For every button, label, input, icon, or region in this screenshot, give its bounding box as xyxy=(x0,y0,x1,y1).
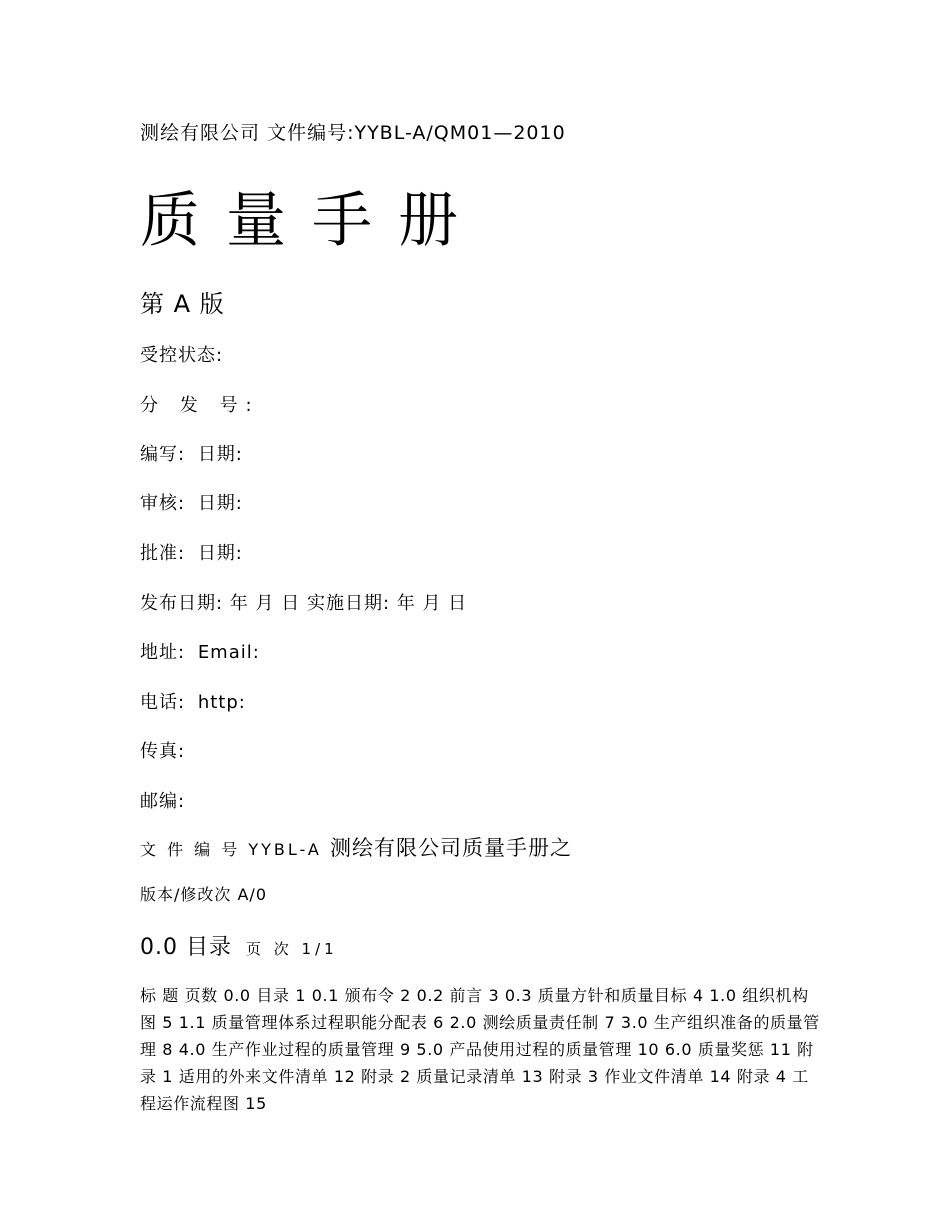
document-number-line xyxy=(140,832,572,862)
file-number: YYBL-A/QM01—2010 xyxy=(354,122,566,144)
postcode-field xyxy=(140,787,185,813)
phone-field xyxy=(140,688,246,714)
address-field xyxy=(140,638,260,664)
fax-field xyxy=(140,737,185,763)
edition-label: 第 A 版 xyxy=(140,290,225,318)
toc-body: 标 题 页数 0.0 目录 1 0.1 颁布令 2 0.2 前言 3 0.3 质量方针和质量目标 4 1.0 组织机构图 5 1.1 质量管理体系过程职能分配表 6 2.0 测绘质量责任制 7 3.0 生产组织准备的质量管理 8 4.0 生产作业过程的质量管理 9 5.0 产品使用过程的质量管理 10 6.0 质量奖惩 11 附录 1 适用的外来文件清单 12 附录 2 质量记录清单 13 附录 3 作业文件清单 14 附录 4 工程运作流程图 15 xyxy=(140,986,820,1113)
file-number-label: 文件编号: xyxy=(267,122,355,144)
postcode-label: 邮编: xyxy=(140,791,186,812)
controlled-status-label: 受控状态: xyxy=(140,345,224,366)
toc-page-number: 页 次 1/1 xyxy=(245,940,338,958)
toc-heading xyxy=(140,930,338,961)
reviewed-by-label: 审核: xyxy=(140,493,186,514)
email-label: Email: xyxy=(197,642,260,663)
document-header xyxy=(140,118,566,145)
reviewed-date-label: 日期: xyxy=(197,493,243,514)
fax-label: 传真: xyxy=(140,741,186,762)
approved-by-field xyxy=(140,539,243,565)
release-date-field: 发布日期: 年 月 日 实施日期: 年 月 日 xyxy=(140,593,468,614)
phone-label: 电话: xyxy=(140,692,186,713)
manual-name: 测绘有限公司质量手册之 xyxy=(329,836,572,860)
written-by-field xyxy=(140,440,243,466)
address-label: 地址: xyxy=(140,642,186,663)
controlled-status-field xyxy=(140,341,223,367)
document-number-label: 文 件 编 号 YYBL-A xyxy=(140,840,322,859)
version-line: 版本/修改次 A/0 xyxy=(140,885,267,904)
distribution-number-field xyxy=(140,391,260,417)
http-label: http: xyxy=(197,692,246,713)
approved-by-label: 批准: xyxy=(140,543,186,564)
approved-date-label: 日期: xyxy=(197,543,243,564)
document-title: 质量手册 xyxy=(140,186,484,256)
toc-title: 0.0 目录 xyxy=(140,935,232,960)
distribution-number-label: 分 发 号: xyxy=(140,395,260,416)
company-name: 测绘有限公司 xyxy=(140,122,261,144)
written-date-label: 日期: xyxy=(197,444,243,465)
written-by-label: 编写: xyxy=(140,444,186,465)
reviewed-by-field xyxy=(140,489,243,515)
